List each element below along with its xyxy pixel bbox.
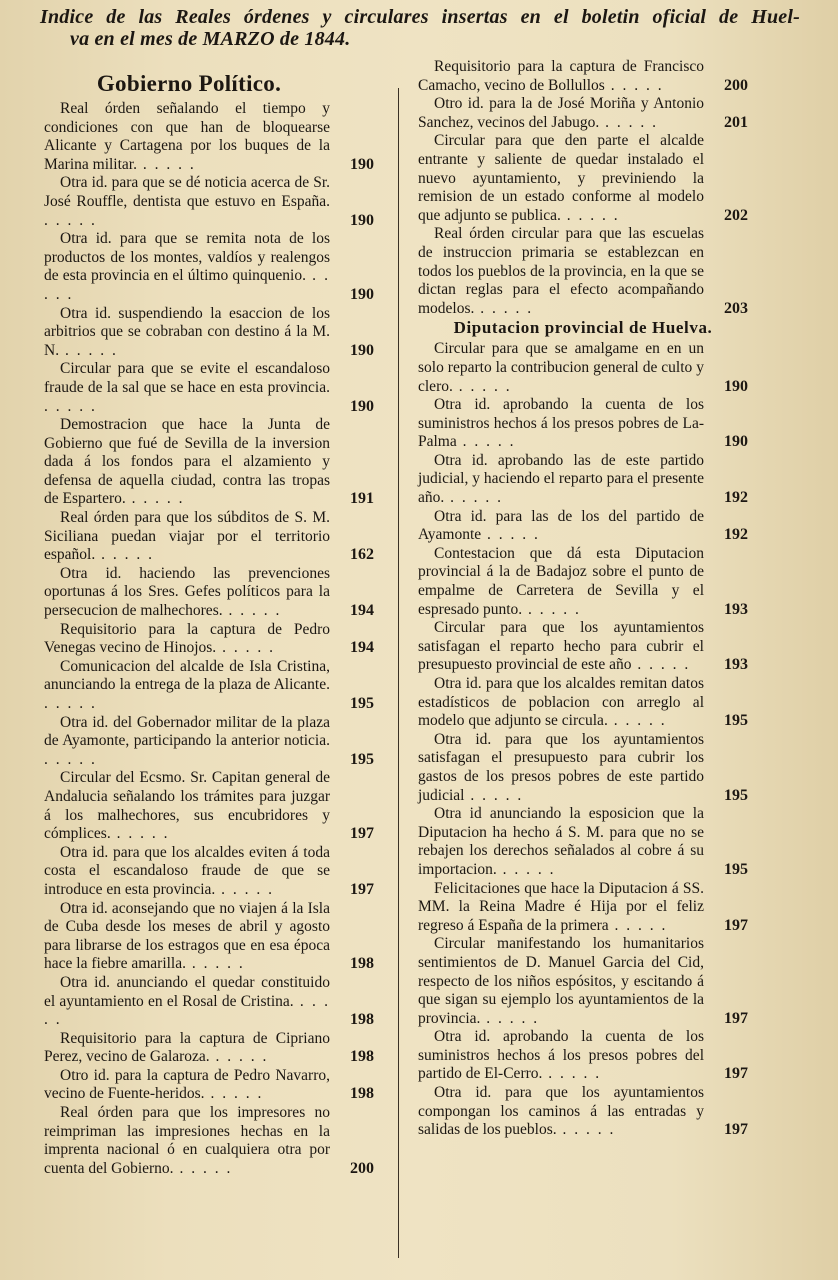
entry-page-number: 197 (724, 1009, 748, 1027)
entry-page-number: 190 (724, 433, 748, 451)
entry-page-number: 194 (350, 639, 374, 657)
index-entry (44, 305, 374, 361)
entry-page-number: 195 (724, 860, 748, 878)
index-entry (418, 508, 748, 545)
index-entry (44, 658, 374, 714)
entry-text: Otra id. para que los alcaldes eviten á toda costa el escandaloso fraude de que se introduce en esta provincia. (44, 843, 330, 898)
leader-dots: . . . . . (608, 916, 668, 934)
entry-page-number: 195 (350, 750, 374, 768)
entry-page-number: 198 (350, 1085, 374, 1103)
right-entries-bottom-list (418, 340, 748, 1140)
entry-page-number: 195 (724, 786, 748, 804)
leader-dots: . . . . . (186, 955, 245, 973)
leader-dots: . . . . . (560, 206, 620, 224)
entry-text: Otra id. del Gobernador militar de la plaza de Ayamonte, participando la anterior noticia. (44, 713, 330, 750)
right-column (418, 58, 748, 1140)
leader-dots: . . . . . (125, 490, 185, 508)
entry-text: Real órden para que los súbditos de S. M. Siciliana puedan viajar por el territorio español. (44, 509, 330, 564)
index-entry (44, 360, 374, 416)
column-divider (398, 88, 399, 1258)
entry-page-number: 194 (350, 602, 374, 620)
entry-page-number: 195 (724, 712, 748, 730)
entry-page-number: 195 (350, 695, 374, 712)
index-entry (418, 95, 748, 132)
leader-dots: . . . . . (204, 1085, 264, 1103)
entry-page-number: 193 (724, 656, 748, 674)
index-entry (418, 880, 748, 936)
entry-text: Otra id. haciendo las prevenciones oportunas á los Sres. Gefes políticos para la persecucion de malhechores. (44, 564, 330, 620)
entry-text: Requisitorio para la captura de Pedro Venegas vecino de Hinojos. (44, 620, 330, 657)
left-column (44, 70, 374, 1178)
index-entry (44, 1067, 374, 1104)
entry-text: Otro id. para la de José Moriña y Antonio Sanchez, vecinos del Jabugo. (418, 95, 704, 131)
entry-page-number: 162 (350, 546, 374, 564)
entry-page-number: 190 (350, 155, 374, 173)
entry-page-number: 197 (350, 825, 374, 843)
entry-text: Real órden para que los impresores no reimpriman las impresiones hechas en la imprenta nacional ó en cualquiera otra por cuenta del Gobierno. (44, 1104, 330, 1177)
leader-dots: . . . . . (542, 1065, 602, 1083)
entry-text: Otra id. para que se dé noticia acerca de Sr. José Rouffle, dentista que estuvo en España. (44, 174, 330, 210)
index-entry (44, 509, 374, 565)
entry-text: Circular del Ecsmo. Sr. Capitan general de Andalucia señalando los trámites para juzgar á los malhechores, sus encubridores y cómplices. (44, 769, 330, 843)
leader-dots: . . . . . (110, 825, 170, 843)
leader-dots: . . . . . (481, 526, 540, 544)
index-entry (44, 900, 374, 974)
index-entry (418, 805, 748, 879)
index-entry (44, 621, 374, 658)
entry-text: Otra id. para que los alcaldes remitan datos estadísticos de poblacion con arreglo al modelo que adjunto se circula. (418, 675, 704, 730)
index-entry (418, 132, 748, 225)
leader-dots: . . . . . (44, 750, 97, 768)
entry-text: Requisitorio para la captura de Francisco Camacho, vecino de Bollullos (418, 58, 704, 94)
index-entry (418, 340, 748, 396)
leader-dots: . . . . . (59, 341, 118, 359)
leader-dots: . . . . . (95, 546, 154, 564)
entry-page-number: 201 (724, 113, 748, 131)
leader-dots: . . . . . (522, 600, 581, 618)
index-entry (418, 731, 748, 805)
entry-page-number: 190 (350, 285, 374, 303)
entry-page-number: 190 (350, 341, 374, 359)
entry-text: Otra id anunciando la esposicion que la Diputacion ha hecho á S. M. para que no se rebajen los derechos señalados al cobre á su importacion. (418, 805, 704, 878)
leader-dots: . . . . . (209, 1048, 269, 1066)
index-entry (418, 619, 748, 675)
page-header (40, 6, 800, 50)
index-entry (44, 416, 374, 509)
leader-dots: . . . . . (44, 267, 331, 303)
entry-page-number: 197 (724, 1065, 748, 1083)
entry-text: Otra id. aprobando la cuenta de los suministros hechos á los presos pobres de La-Palma (418, 396, 704, 451)
entry-text: Otra id. para las de los del partido de Ayamonte (418, 507, 704, 544)
leader-dots: . . . . . (44, 211, 97, 229)
entry-page-number: 192 (724, 526, 748, 544)
leader-dots: . . . . . (215, 880, 275, 898)
right-entries-top-list (418, 58, 748, 318)
entry-page-number: 198 (350, 955, 374, 973)
entry-page-number: 191 (350, 490, 374, 508)
leader-dots: . . . . . (44, 397, 97, 415)
leader-dots: . . . . . (222, 602, 282, 620)
index-entry (418, 396, 748, 452)
entry-page-number: 190 (350, 211, 374, 229)
entry-text: Otra id. aprobando las de este partido judicial, y haciendo el reparto para el presente año. (418, 451, 704, 507)
index-entry (44, 714, 374, 770)
index-entry (418, 452, 748, 508)
section-title-diputacion: Diputacion provincial de Huelva. (453, 318, 713, 338)
entry-page-number: 197 (724, 1121, 748, 1139)
entry-page-number: 202 (724, 206, 748, 224)
entry-page-number: 200 (724, 76, 748, 94)
entry-page-number: 190 (724, 377, 748, 395)
leader-dots: . . . . . (216, 639, 275, 657)
leader-dots: . . . . . (452, 377, 512, 395)
index-entry (44, 565, 374, 621)
entry-page-number: 198 (350, 1011, 374, 1029)
leader-dots: . . . . . (44, 992, 330, 1029)
entry-text: Circular para que los ayuntamientos satisfagan el reparto hecho para cubrir el presupuesto provincial de este año (418, 619, 704, 674)
entry-text: Demostracion que hace la Junta de Gobierno que fué de Sevilla de la inversion dada á los fondos para el alzamiento y defensa de aquella ciudad, contra las tropas de Espartero. (44, 416, 330, 508)
entry-text: Felicitaciones que hace la Diputacion á SS. MM. la Reina Madre é Hija por el feliz regreso á España de la primera (418, 879, 704, 934)
entry-text: Otra id. aconsejando que no viajen á la Isla de Cuba desde los meses de abril y agosto para librarse de los estragos que en esa época hace la fiebre amarilla. (44, 899, 330, 973)
entry-page-number: 197 (350, 880, 374, 898)
index-entry (44, 100, 374, 174)
index-entry (44, 769, 374, 843)
entry-text: Contestacion que dá esta Diputacion provincial á la de Badajoz sobre el punto de empalme de Carretera de Sevilla y el espresado punto. (418, 544, 704, 618)
index-entry (418, 675, 748, 731)
index-entry (44, 174, 374, 230)
entry-page-number: 192 (724, 489, 748, 507)
entry-text: Otra id. anunciando el quedar constituido el ayuntamiento en el Rosal de Cristina. (44, 973, 330, 1010)
index-entry (44, 230, 374, 304)
leader-dots: . . . . . (456, 433, 516, 451)
entry-text: Real órden circular para que las escuelas de instruccion primaria se establezcan en todos los pueblos de la provincia, en la que se dictan reglas para el efecto acompañando modelos. (418, 225, 704, 317)
entry-page-number: 193 (724, 600, 748, 618)
left-entries-list (44, 100, 374, 1178)
entry-page-number: 200 (350, 1159, 374, 1177)
header-line-1: Indice de las Reales órdenes y circulares insertas en el boletin oficial de Huel- (40, 6, 800, 28)
entry-text: Otra id. para que se remita nota de los productos de los montes, valdíos y realengos de esta provincia en el último quinquenio. (44, 230, 330, 285)
entry-page-number: 198 (350, 1048, 374, 1066)
index-entry (418, 545, 748, 619)
leader-dots: . . . . . (604, 76, 664, 94)
leader-dots: . . . . . (556, 1121, 616, 1139)
entry-text: Real órden señalando el tiempo y condiciones con que han de bloquearse Alicante y Cartagena por los buques de la Marina militar. (44, 100, 330, 173)
index-entry (44, 1030, 374, 1067)
entry-page-number: 203 (724, 299, 748, 317)
leader-dots: . . . . . (496, 860, 556, 878)
index-entry (418, 935, 748, 1028)
entry-text: Circular manifestando los humanitarios sentimientos de D. Manuel Garcia del Cid, respecto de los niños espósitos, y escitando á que sigan su ejemplo los ayuntamientos de la provincia. (418, 935, 704, 1027)
header-line-2: va en el mes de MARZO de 1844. (70, 28, 351, 50)
leader-dots: . . . . . (173, 1159, 233, 1177)
entry-page-number: 190 (350, 397, 374, 415)
index-entry (418, 225, 748, 318)
entry-text: Otra id. suspendiendo la esaccion de los arbitrios que se cobraban con destino á la M. N. (44, 304, 330, 359)
leader-dots: . . . . . (480, 1009, 540, 1027)
leader-dots: . . . . . (444, 489, 504, 507)
index-entry (418, 58, 748, 95)
entry-text: Otra id. aprobando la cuenta de los suministros hechos á los presos pobres del partido de El-Cerro. (418, 1028, 704, 1083)
leader-dots: . . . . . (599, 113, 658, 131)
leader-dots: . . . . . (474, 299, 534, 317)
section-title-gobierno: Gobierno Político. (96, 71, 282, 96)
entry-text: Otro id. para la captura de Pedro Navarro, vecino de Fuente-heridos. (44, 1066, 330, 1103)
leader-dots: . . . . . (44, 695, 97, 712)
leader-dots: . . . . . (607, 712, 667, 730)
index-entry (44, 1104, 374, 1178)
entry-text: Requisitorio para la captura de Cipriano Perez, vecino de Galaroza. (44, 1029, 330, 1066)
index-entry (44, 844, 374, 900)
entry-text: Circular para que den parte el alcalde entrante y saliente de quedar instalado el nuevo ayuntamiento, y previniendo la remision de un estado conforme al modelo que adjunto se publica. (418, 132, 704, 224)
entry-text: Otra id. para que los ayuntamientos compongan los caminos á las entradas y salidas de los pueblos. (418, 1084, 704, 1139)
entry-text: Otra id. para que los ayuntamientos satisfagan el presupuesto para cubrir los gastos de los presos pobres de este partido judicial (418, 730, 704, 804)
leader-dots: . . . . . (631, 656, 691, 674)
entry-page-number: 197 (724, 916, 748, 934)
index-entry (44, 974, 374, 1030)
entry-text: Comunicacion del alcalde de Isla Cristina, anunciando la entrega de la plaza de Alicante. (44, 657, 330, 694)
leader-dots: . . . . . (464, 786, 524, 804)
leader-dots: . . . . . (136, 155, 196, 173)
index-entry (418, 1028, 748, 1084)
index-entry (418, 1084, 748, 1140)
entry-text: Circular para que se evite el escandaloso fraude de la sal que se hace en esta provincia. (44, 360, 330, 396)
entry-text: Circular para que se amalgame en en un solo reparto la contribucion general de culto y clero. (418, 340, 704, 395)
